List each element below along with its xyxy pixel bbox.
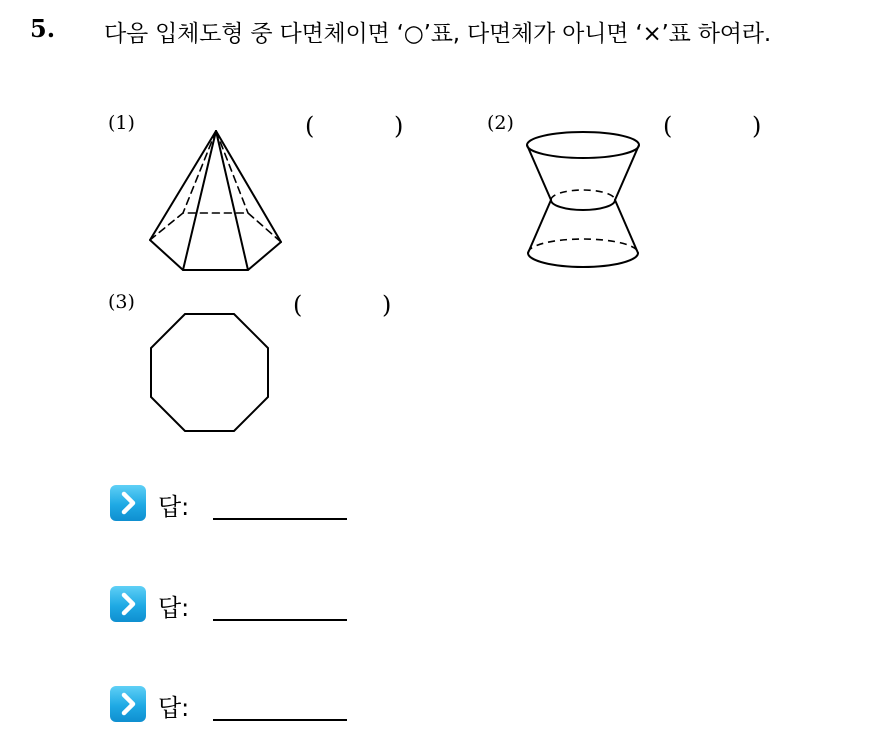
answer-label: 답: xyxy=(158,594,190,622)
figure-3-paren-open: ( xyxy=(293,291,303,319)
question-number: 5. xyxy=(30,14,56,43)
hexagonal-pyramid-figure xyxy=(140,125,290,275)
chevron-right-icon xyxy=(110,686,146,722)
answer-blank[interactable] xyxy=(213,518,347,520)
figure-3-paren-close: ) xyxy=(382,291,392,319)
answer-label: 답: xyxy=(158,694,190,722)
answer-blank[interactable] xyxy=(213,719,347,721)
chevron-right-icon xyxy=(110,586,146,622)
figure-1-paren-open: ( xyxy=(305,112,315,140)
figure-1-label: (1) xyxy=(108,112,135,134)
figure-2-paren-open: ( xyxy=(663,112,673,140)
chevron-right-icon xyxy=(110,485,146,521)
double-truncated-cone-figure xyxy=(524,130,644,275)
figure-3-label: (3) xyxy=(108,291,135,313)
answer-blank[interactable] xyxy=(213,619,347,621)
figure-1-paren-close: ) xyxy=(394,112,404,140)
figure-2-label: (2) xyxy=(487,112,514,134)
question-text: 다음 입체도형 중 다면체이면 ‘○’표, 다면체가 아니면 ‘×’표 하여라. xyxy=(104,21,771,47)
octagon-figure xyxy=(148,311,273,436)
answer-label: 답: xyxy=(158,493,190,521)
figure-2-paren-close: ) xyxy=(752,112,762,140)
